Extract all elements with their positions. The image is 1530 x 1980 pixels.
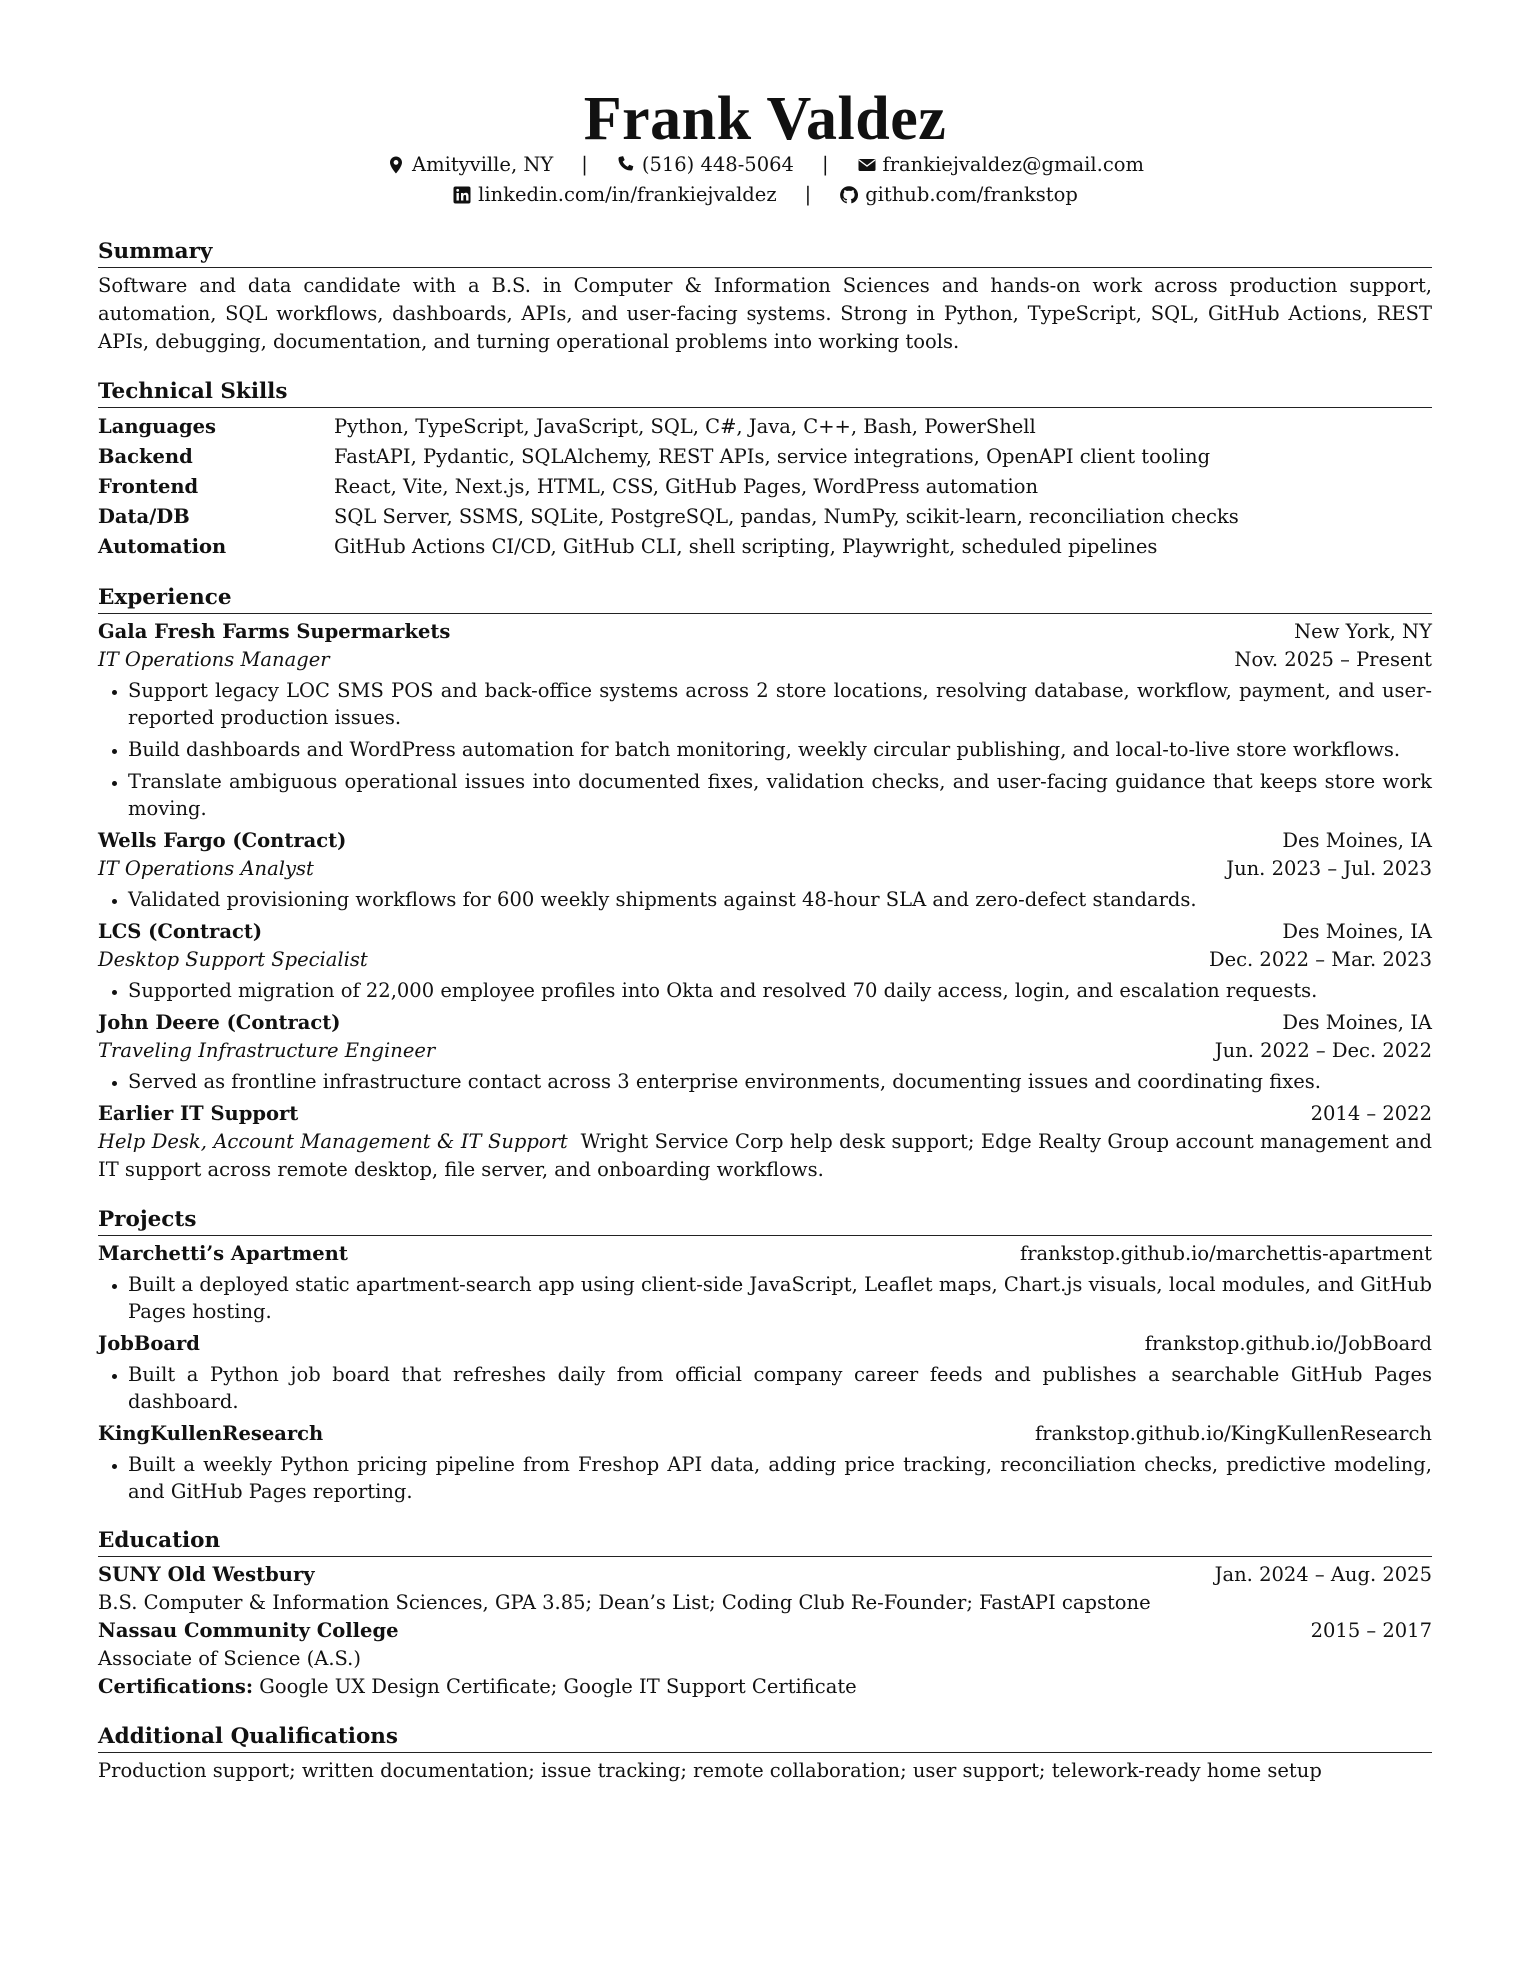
project-bullets: [98, 1451, 1432, 1505]
project-bullets: [98, 1361, 1432, 1415]
map-pin-icon: [386, 155, 406, 175]
earlier-role: Help Desk, Account Management & IT Support: [98, 1130, 568, 1153]
earlier-description: [98, 1128, 1432, 1184]
summary-text: Software and data candidate with a B.S. in Computer & Information Sciences and hands-on work across production support, automation, SQL workflows, dashboards, APIs, and user-facing systems. Strong in Python, TypeScript, SQL, GitHub Actions, REST APIs, debugging, documentation, and turning operational problems into working tools.: [98, 274, 1432, 353]
job-role: Traveling Infrastructure Engineer: [98, 1039, 436, 1062]
project-name: JobBoard: [98, 1332, 200, 1355]
school-detail: B.S. Computer & Information Sciences, GPA 3.85; Dean’s List; Coding Club Re-Founder; FastAPI capstone: [98, 1591, 1151, 1614]
project-url[interactable]: frankstop.github.io/KingKullenResearch: [1034, 1422, 1432, 1445]
project-entry: [98, 1420, 1432, 1505]
education-section: [98, 1527, 1432, 1701]
earlier-dates: 2014 – 2022: [1310, 1102, 1432, 1125]
bullet-item: • Validated provisioning workflows for 600 weekly shipments against 48-hour SLA and zero-defect standards.: [128, 886, 1432, 913]
section-title-education: Education: [98, 1527, 1432, 1557]
job-entry: [98, 618, 1432, 822]
contact-row-secondary: [98, 180, 1432, 210]
skill-category: Frontend: [98, 475, 199, 498]
job-dates: Dec. 2022 – Mar. 2023: [1208, 948, 1432, 971]
earlier-it-entry: [98, 1100, 1432, 1184]
envelope-icon: [857, 155, 877, 175]
skill-category: Automation: [98, 535, 227, 558]
contact-row-primary: [98, 150, 1432, 180]
school-name: SUNY Old Westbury: [98, 1563, 315, 1586]
bullet-item: • Supported migration of 22,000 employee profiles into Okta and resolved 70 daily access, login, and escalation requests.: [128, 977, 1432, 1004]
linkedin-icon: [452, 185, 472, 205]
skills-table: [98, 412, 1432, 562]
skills-section: [98, 378, 1432, 562]
skill-items: SQL Server, SSMS, SQLite, PostgreSQL, pandas, NumPy, scikit-learn, reconciliation checks: [334, 505, 1239, 528]
job-role: IT Operations Analyst: [98, 857, 314, 880]
project-entry: [98, 1330, 1432, 1415]
experience-section: [98, 584, 1432, 1184]
school-dates: 2015 – 2017: [1310, 1619, 1432, 1642]
job-bullets: [98, 886, 1432, 913]
certifications-label: Certifications:: [98, 1675, 254, 1698]
github-item[interactable]: [839, 180, 1078, 210]
project-bullets: [98, 1271, 1432, 1325]
contact-separator: |: [804, 183, 812, 206]
project-url[interactable]: frankstop.github.io/JobBoard: [1144, 1332, 1432, 1355]
skill-row: [98, 412, 1432, 442]
certifications-line: [98, 1673, 1432, 1701]
email-item[interactable]: [857, 150, 1144, 180]
project-url[interactable]: frankstop.github.io/marchettis-apartment: [1020, 1242, 1432, 1265]
bullet-item: • Built a deployed static apartment-search app using client-side JavaScript, Leaflet maps, Chart.js visuals, local modules, and GitHub Pages hosting.: [128, 1271, 1432, 1325]
skill-row: [98, 532, 1432, 562]
project-name: Marchetti’s Apartment: [98, 1242, 348, 1265]
skill-items: GitHub Actions CI/CD, GitHub CLI, shell scripting, Playwright, scheduled pipelines: [334, 535, 1158, 558]
job-location: Des Moines, IA: [1282, 920, 1432, 943]
github-link[interactable]: github.com/frankstop: [865, 183, 1078, 206]
contact-separator: |: [581, 153, 588, 176]
section-title-summary: Summary: [98, 238, 1432, 268]
skill-row: [98, 502, 1432, 532]
job-entry: [98, 1009, 1432, 1095]
earlier-title: Earlier IT Support: [98, 1102, 299, 1125]
job-company: Gala Fresh Farms Supermarkets: [98, 620, 451, 643]
job-location: Des Moines, IA: [1282, 829, 1432, 852]
skill-category: Data/DB: [98, 505, 190, 528]
job-company: Wells Fargo (Contract): [98, 829, 347, 852]
project-name: KingKullenResearch: [98, 1422, 324, 1445]
linkedin-link[interactable]: linkedin.com/in/frankiejvaldez: [478, 183, 777, 206]
job-company: John Deere (Contract): [98, 1011, 341, 1034]
school-name: Nassau Community College: [98, 1619, 399, 1642]
linkedin-item[interactable]: [452, 180, 777, 210]
job-dates: Jun. 2023 – Jul. 2023: [1226, 857, 1432, 880]
job-bullets: [98, 977, 1432, 1004]
job-company: LCS (Contract): [98, 920, 263, 943]
skill-items: Python, TypeScript, JavaScript, SQL, C#, Java, C++, Bash, PowerShell: [334, 415, 1036, 438]
projects-section: [98, 1206, 1432, 1505]
job-role: IT Operations Manager: [98, 648, 330, 671]
additional-text: Production support; written documentation; issue tracking; remote collaboration; user support; telework-ready home setup: [98, 1759, 1322, 1782]
skill-items: React, Vite, Next.js, HTML, CSS, GitHub Pages, WordPress automation: [334, 475, 1039, 498]
email-link[interactable]: frankiejvaldez@gmail.com: [882, 153, 1144, 176]
school-detail: Associate of Science (A.S.): [98, 1647, 361, 1670]
bullet-item: • Translate ambiguous operational issues into documented fixes, validation checks, and user-facing guidance that keeps store work moving.: [128, 768, 1432, 822]
phone-item[interactable]: [616, 150, 794, 180]
location-text: Amityville, NY: [412, 153, 554, 176]
contact-separator: |: [821, 153, 829, 176]
job-role: Desktop Support Specialist: [98, 948, 368, 971]
phone-icon: [616, 155, 636, 175]
certifications-text: Google UX Design Certificate; Google IT Support Certificate: [259, 1675, 857, 1698]
job-bullets: [98, 677, 1432, 822]
bullet-item: • Served as frontline infrastructure contact across 3 enterprise environments, documenting issues and coordinating fixes.: [128, 1068, 1432, 1095]
earlier-text: Wright Service Corp help desk support; Edge Realty Group account management and IT support across remote desktop, file server, and onboarding workflows.: [98, 1130, 1432, 1181]
github-icon: [839, 185, 859, 205]
job-bullets: [98, 1068, 1432, 1095]
section-title-skills: Technical Skills: [98, 378, 1432, 408]
phone-text: (516) 448-5064: [641, 153, 794, 176]
bullet-item: • Build dashboards and WordPress automation for batch monitoring, weekly circular publishing, and local-to-live store workflows.: [128, 736, 1432, 763]
location-item: [386, 150, 553, 180]
skill-row: [98, 472, 1432, 502]
bullet-item: • Built a weekly Python pricing pipeline from Freshop API data, adding price tracking, reconciliation checks, predictive modeling, and GitHub Pages reporting.: [128, 1451, 1432, 1505]
skill-items: FastAPI, Pydantic, SQLAlchemy, REST APIs, service integrations, OpenAPI client tooling: [334, 445, 1211, 468]
additional-section: [98, 1723, 1432, 1785]
skill-row: [98, 442, 1432, 472]
job-location: New York, NY: [1294, 620, 1432, 643]
job-entry: [98, 918, 1432, 1004]
school-dates: Jan. 2024 – Aug. 2025: [1214, 1563, 1432, 1586]
bullet-item: • Support legacy LOC SMS POS and back-office systems across 2 store locations, resolving database, workflow, payment, and user-reported production issues.: [128, 677, 1432, 731]
job-dates: Nov. 2025 – Present: [1234, 648, 1432, 671]
project-entry: [98, 1240, 1432, 1325]
bullet-item: • Built a Python job board that refreshes daily from official company career feeds and publishes a searchable GitHub Pages dashboard.: [128, 1361, 1432, 1415]
summary-section: [98, 238, 1432, 356]
job-location: Des Moines, IA: [1282, 1011, 1432, 1034]
job-dates: Jun. 2022 – Dec. 2022: [1214, 1039, 1432, 1062]
section-title-experience: Experience: [98, 584, 1432, 614]
section-title-projects: Projects: [98, 1206, 1432, 1236]
skill-category: Languages: [98, 415, 216, 438]
section-title-additional: Additional Qualifications: [98, 1723, 1432, 1753]
job-entry: [98, 827, 1432, 913]
skill-category: Backend: [98, 445, 193, 468]
candidate-name: Frank Valdez: [583, 85, 947, 153]
